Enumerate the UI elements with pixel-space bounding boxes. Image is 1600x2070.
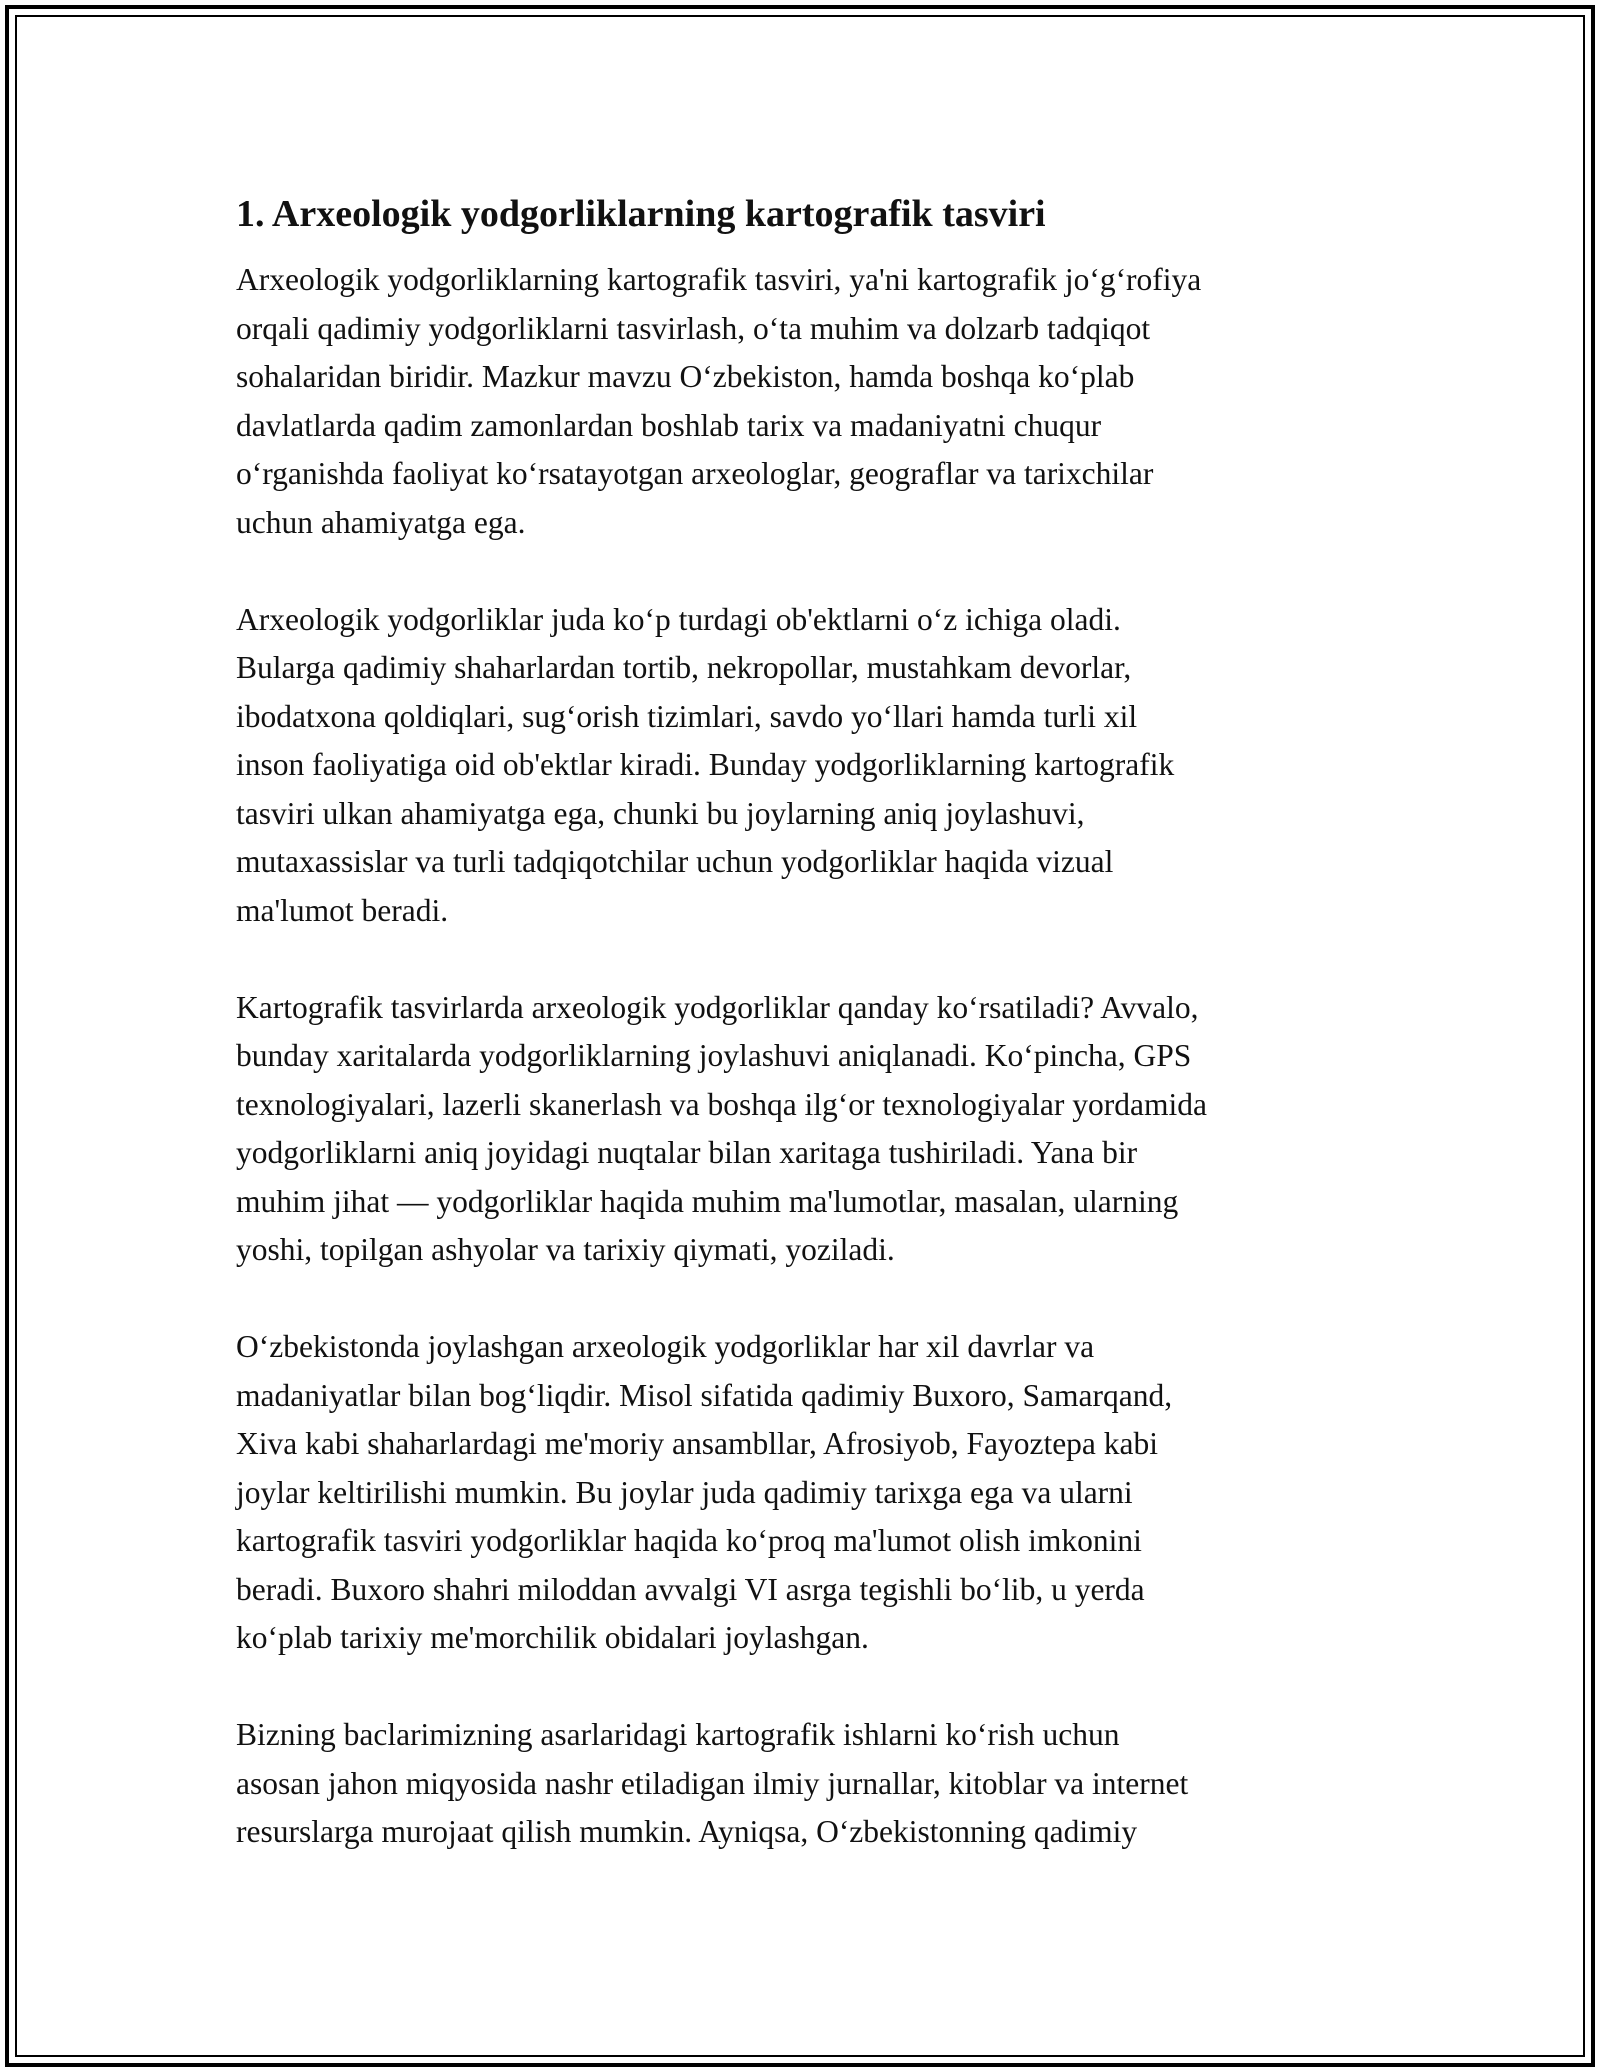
paragraph-list bbox=[236, 256, 1396, 1857]
paragraph bbox=[236, 596, 1396, 936]
text-line: inson faoliyatiga oid ob'ektlar kiradi. Bunday yodgorliklarning kartografik bbox=[236, 747, 1175, 782]
text-line: bunday xaritalarda yodgorliklarning joylashuvi aniqlanadi. Ko‘pincha, GPS bbox=[236, 1038, 1192, 1073]
text-line: texnologiyalari, lazerli skanerlash va boshqa ilg‘or texnologiyalar yordamida bbox=[236, 1086, 1207, 1122]
document-body bbox=[236, 188, 1396, 1905]
text-line: Bularga qadimiy shaharlardan tortib, nekropollar, mustahkam devorlar, bbox=[236, 650, 1132, 685]
text-line: ko‘plab tarixiy me'morchilik obidalari joylashgan. bbox=[236, 1620, 869, 1655]
text-line: o‘rganishda faoliyat ko‘rsatayotgan arxeologlar, geograflar va tarixchilar bbox=[236, 456, 1154, 491]
text-line: O‘zbekistonda joylashgan arxeologik yodgorliklar har xil davrlar va bbox=[236, 1329, 1095, 1364]
text-line: madaniyatlar bilan bog‘liqdir. Misol sifatida qadimiy Buxoro, Samarqand, bbox=[236, 1377, 1173, 1413]
paragraph bbox=[236, 256, 1396, 547]
text-line: Kartografik tasvirlarda arxeologik yodgorliklar qanday ko‘rsatiladi? Avvalo, bbox=[236, 989, 1199, 1025]
text-line: orqali qadimiy yodgorliklarni tasvirlash, o‘ta muhim va dolzarb tadqiqot bbox=[236, 310, 1151, 346]
paragraph bbox=[236, 1711, 1396, 1857]
text-line: ibodatxona qoldiqlari, sug‘orish tizimlari, savdo yo‘llari hamda turli xil bbox=[236, 698, 1138, 734]
page-title: 1. Arxeologik yodgorliklarning kartografik tasviri bbox=[236, 193, 1046, 235]
text-line: sohalaridan biridir. Mazkur mavzu O‘zbekiston, hamda boshqa ko‘plab bbox=[236, 359, 1135, 394]
text-line: ma'lumot beradi. bbox=[236, 892, 449, 928]
text-line: Xiva kabi shaharlardagi me'moriy ansambllar, Afrosiyob, Fayoztepa kabi bbox=[236, 1426, 1159, 1461]
text-line: yoshi, topilgan ashyolar va tarixiy qiymati, yoziladi. bbox=[236, 1232, 895, 1267]
paragraph bbox=[236, 984, 1396, 1275]
text-line: muhim jihat — yodgorliklar haqida muhim ma'lumotlar, masalan, ularning bbox=[236, 1183, 1179, 1219]
text-line: kartografik tasviri yodgorliklar haqida ko‘proq ma'lumot olish imkonini bbox=[236, 1523, 1142, 1558]
text-line: asosan jahon miqyosida nashr etiladigan ilmiy jurnallar, kitoblar va internet bbox=[236, 1765, 1189, 1801]
text-line: Arxeologik yodgorliklar juda ko‘p turdagi ob'ektlarni o‘z ichiga oladi. bbox=[236, 601, 1121, 637]
paragraph bbox=[236, 1323, 1396, 1663]
text-line: joylar keltirilishi mumkin. Bu joylar juda qadimiy tarixga ega va ularni bbox=[236, 1474, 1133, 1510]
text-line: resurslarga murojaat qilish mumkin. Ayniqsa, O‘zbekistonning qadimiy bbox=[236, 1814, 1138, 1849]
text-line: Arxeologik yodgorliklarning kartografik tasviri, ya'ni kartografik jo‘g‘rofiya bbox=[236, 262, 1202, 297]
text-line: Bizning baclarimizning asarlaridagi kartografik ishlarni ko‘rish uchun bbox=[236, 1717, 1120, 1752]
text-line: uchun ahamiyatga ega. bbox=[236, 504, 526, 540]
text-line: mutaxassislar va turli tadqiqotchilar uchun yodgorliklar haqida vizual bbox=[236, 844, 1114, 879]
text-line: yodgorliklarni aniq joyidagi nuqtalar bilan xaritaga tushiriladi. Yana bir bbox=[236, 1135, 1138, 1170]
text-line: beradi. Buxoro shahri miloddan avvalgi VI asrga tegishli bo‘lib, u yerda bbox=[236, 1571, 1145, 1607]
text-line: tasviri ulkan ahamiyatga ega, chunki bu joylarning aniq joylashuvi, bbox=[236, 795, 1085, 831]
text-line: davlatlarda qadim zamonlardan boshlab tarix va madaniyatni chuqur bbox=[236, 407, 1102, 443]
